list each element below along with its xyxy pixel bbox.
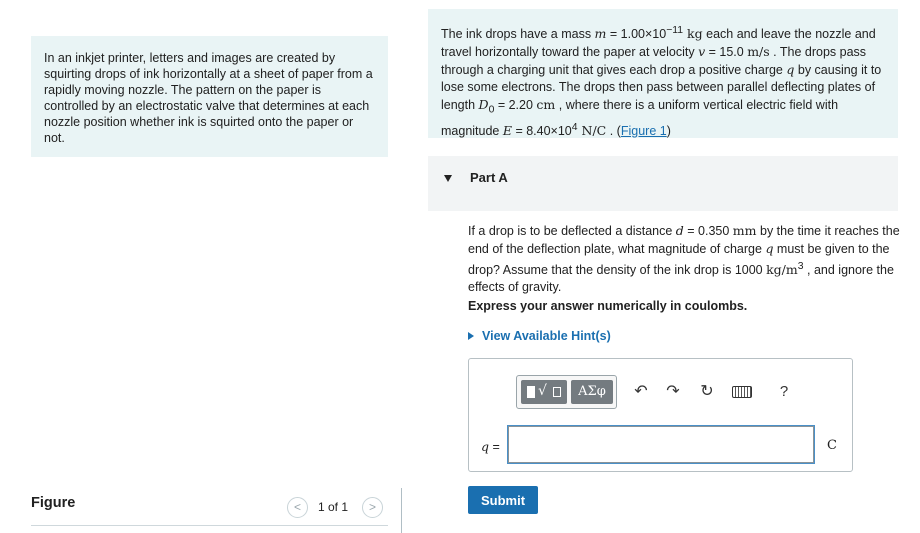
plate-length-unit: cm	[536, 97, 556, 113]
charge-symbol: q	[765, 241, 774, 256]
template-box-icon	[553, 387, 561, 397]
mass-symbol: m	[594, 26, 607, 42]
figure-prev-button[interactable]: <	[287, 497, 308, 518]
question-text: , and ignore the effects of gravity.	[468, 263, 894, 295]
velocity-unit: m/s	[747, 44, 770, 60]
part-a-label: Part A	[470, 170, 508, 185]
field-unit: N/C	[577, 122, 607, 138]
templates-button[interactable]	[521, 380, 567, 404]
redo-icon[interactable]: ↷	[666, 383, 680, 400]
submit-button[interactable]: Submit	[468, 486, 538, 514]
problem-text: by causing it to lose some electrons. The drops then pass between parallel deflecting plates of length	[441, 63, 882, 113]
answer-variable-symbol: q	[481, 439, 490, 454]
answer-input[interactable]	[508, 426, 814, 463]
undo-icon[interactable]: ↶	[634, 383, 648, 400]
charge-symbol: q	[786, 62, 795, 78]
figure-next-button[interactable]: >	[362, 497, 383, 518]
plate-length-value: = 2.20	[494, 98, 537, 113]
problem-text: , where there is a uniform vertical electric field with magnitude	[441, 98, 839, 138]
question-text: must be given to the drop? Assume that the density of the ink drop is 1000	[468, 242, 890, 278]
figure-page-count: 1 of 1	[318, 500, 349, 514]
toolbar-group	[516, 375, 617, 409]
question-text: by the time it reaches the end of the deflection plate, what magnitude of charge	[468, 224, 900, 256]
collapse-triangle-icon[interactable]	[444, 175, 452, 182]
greek-symbols-button[interactable]: ΑΣφ	[571, 380, 613, 404]
answer-variable-label	[481, 439, 500, 454]
figure-bar	[31, 488, 388, 526]
view-hints-link[interactable]	[468, 329, 611, 343]
expand-triangle-icon	[468, 332, 474, 340]
velocity-value: = 15.0	[705, 45, 748, 60]
part-a-header[interactable]	[428, 156, 898, 211]
field-exponent: 4	[571, 121, 578, 133]
field-value: = 8.40×10	[511, 123, 572, 138]
mass-unit: kg	[683, 26, 703, 42]
keyboard-shape	[732, 386, 752, 398]
problem-text: . (	[606, 123, 621, 138]
template-square-icon	[527, 386, 535, 398]
intro-text: In an inkjet printer, letters and images are created by squirting drops of ink horizontally at a sheet of paper from a rapidly moving nozzle. The pattern on the paper is controlled by an electrostatic valve that determines at each nozzle position whether ink is squirted onto the paper or not.	[44, 51, 373, 145]
answer-unit: C	[827, 438, 837, 453]
view-hints-label[interactable]: View Available Hint(s)	[482, 329, 611, 343]
radical-icon: √	[538, 383, 547, 399]
question-text: If a drop is to be deflected a distance	[468, 224, 676, 238]
keyboard-icon[interactable]	[730, 379, 754, 405]
density-exponent: 3	[797, 261, 804, 272]
problem-text: )	[666, 123, 671, 138]
help-icon[interactable]: ?	[779, 383, 789, 400]
panel-divider[interactable]	[401, 488, 402, 533]
problem-text: The ink drops have a mass	[441, 27, 595, 42]
problem-statement	[428, 9, 898, 138]
deflection-symbol: d	[675, 223, 684, 238]
deflection-unit: mm	[732, 223, 757, 238]
mass-value: = 1.00×10	[606, 27, 667, 42]
plate-length-subscript: 0	[488, 104, 495, 116]
figure-link[interactable]: Figure 1	[620, 123, 667, 138]
equals-sign: =	[489, 440, 500, 454]
answer-box	[468, 358, 853, 472]
problem-text: each and leave the nozzle and travel horizontally toward the paper at velocity	[441, 27, 876, 60]
figure-label: Figure	[31, 495, 76, 511]
plate-length-symbol: D	[478, 97, 489, 113]
intro-panel	[31, 36, 388, 157]
problem-text: . The drops pass through a charging unit that gives each drop a positive charge	[441, 45, 867, 78]
answer-instruction: Express your answer numerically in coulombs.	[468, 299, 748, 313]
deflection-value: = 0.350	[683, 224, 733, 238]
mass-exponent: −11	[666, 25, 684, 36]
velocity-symbol: v	[698, 44, 706, 60]
part-a-question	[468, 222, 900, 296]
field-symbol: E	[502, 122, 512, 138]
reset-icon[interactable]: ↻	[700, 383, 714, 400]
density-unit: kg/m	[766, 262, 798, 278]
